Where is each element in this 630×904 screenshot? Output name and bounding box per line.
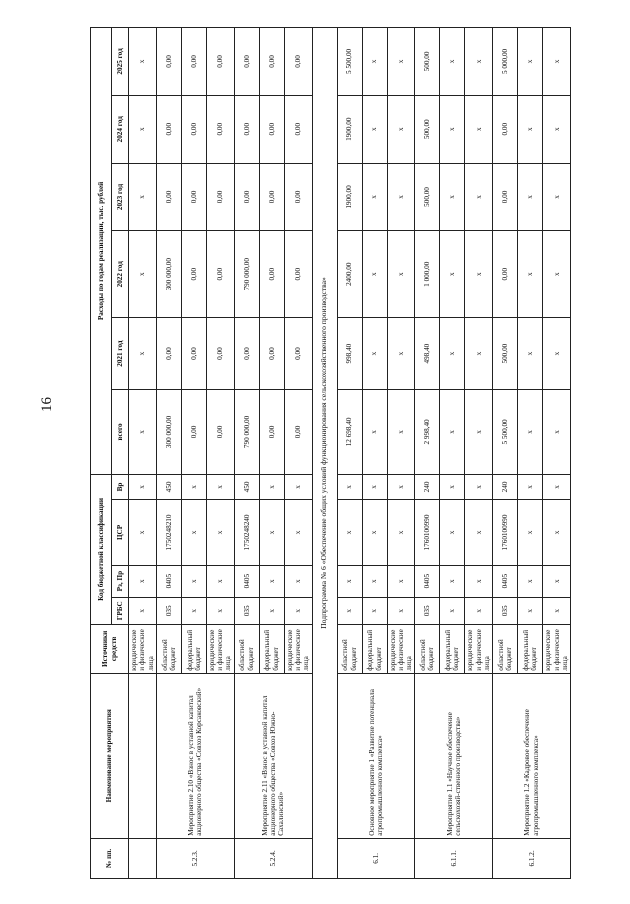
cell-rzpr: х	[337, 565, 362, 597]
cell-total: 2 998,40	[415, 390, 440, 475]
cell-2025: 5 500,00	[337, 28, 362, 96]
cell-grbs: х	[337, 597, 362, 625]
cell-total: 0,00	[284, 390, 312, 475]
cell-rzpr: х	[387, 565, 415, 597]
cell-csr: х	[259, 500, 284, 566]
cell-2023: 0,00	[156, 163, 181, 231]
cell-2025: 5 000,00	[493, 28, 518, 96]
cell-csr: х	[518, 500, 543, 566]
cell-vr: х	[387, 474, 415, 499]
cell-source: юридические и физические лица	[206, 625, 234, 674]
cell-2024: х	[129, 95, 157, 163]
cell-rzpr: х	[440, 565, 465, 597]
cell-2021: х	[129, 318, 157, 390]
cell-total: 12 698,40	[337, 390, 362, 475]
cell-2023: х	[518, 163, 543, 231]
cell-vr: 240	[415, 474, 440, 499]
cell-2025: 500,00	[415, 28, 440, 96]
cell-2025: х	[362, 28, 387, 96]
cell-2023: х	[129, 163, 157, 231]
cell-total: 0,00	[259, 390, 284, 475]
cell-num: 5.2.4.	[234, 838, 312, 878]
cell-vr: х	[440, 474, 465, 499]
cell-vr: х	[518, 474, 543, 499]
header-grbs: ГРБС	[112, 597, 129, 625]
cell-2024: 0,00	[206, 95, 234, 163]
cell-2023: 1900,00	[337, 163, 362, 231]
cell-csr: х	[362, 500, 387, 566]
cell-csr: х	[337, 500, 362, 566]
cell-rzpr: х	[129, 565, 157, 597]
cell-2025: х	[465, 28, 493, 96]
cell-vr: 240	[493, 474, 518, 499]
cell-2022: 2400,00	[337, 231, 362, 318]
cell-2023: 0,00	[493, 163, 518, 231]
cell-csr: 1750248240	[234, 500, 259, 566]
cell-2022: 300 000,00	[156, 231, 181, 318]
cell-2021: 998,40	[337, 318, 362, 390]
cell-2022: х	[387, 231, 415, 318]
cell-2021: 500,00	[493, 318, 518, 390]
cell-grbs: 035	[493, 597, 518, 625]
cell-2023: 0,00	[284, 163, 312, 231]
table-row	[415, 28, 440, 879]
cell-vr: 450	[156, 474, 181, 499]
cell-total: х	[518, 390, 543, 475]
cell-grbs: х	[543, 597, 571, 625]
cell-2024: 0,00	[259, 95, 284, 163]
cell-name: Мероприятие 2.10 «Взнос в уставной капитал акционерного общества «Совхоз Корсаковский»	[156, 673, 234, 838]
header-2022: 2022 год	[112, 231, 129, 318]
cell-total: х	[543, 390, 571, 475]
cell-2022: х	[440, 231, 465, 318]
cell-source: федеральный бюджет	[440, 625, 465, 674]
cell-2024: 0,00	[234, 95, 259, 163]
cell-2023: 0,00	[259, 163, 284, 231]
cell-2024: 1900,00	[337, 95, 362, 163]
cell-2022: 1 000,00	[415, 231, 440, 318]
cell-source: областной бюджет	[156, 625, 181, 674]
cell-vr: х	[337, 474, 362, 499]
cell-2025: х	[440, 28, 465, 96]
cell-rzpr: 0405	[493, 565, 518, 597]
cell-num: 6.1.2.	[493, 838, 571, 878]
cell-2024: х	[387, 95, 415, 163]
cell-2021: х	[465, 318, 493, 390]
page-number: 16	[39, 397, 55, 412]
cell-2023: 500,00	[415, 163, 440, 231]
cell-vr: 450	[234, 474, 259, 499]
cell-2023: х	[465, 163, 493, 231]
cell-source: областной бюджет	[337, 625, 362, 674]
cell-2022: х	[362, 231, 387, 318]
cell-rzpr: х	[543, 565, 571, 597]
cell-2021: х	[362, 318, 387, 390]
cell-2022: 790 000,00	[234, 231, 259, 318]
cell-total: 790 000,00	[234, 390, 259, 475]
cell-2024: 0,00	[181, 95, 206, 163]
cell-total: х	[465, 390, 493, 475]
cell-total: х	[387, 390, 415, 475]
cell-source: юридические и физические лица	[465, 625, 493, 674]
cell-name: Мероприятие 2.11 «Взнос в уставной капитал акционерного общества «Совхоз Южно-Сахалинский»	[234, 673, 312, 838]
cell-2023: х	[543, 163, 571, 231]
cell-source: федеральный бюджет	[259, 625, 284, 674]
cell-2025: 0,00	[234, 28, 259, 96]
cell-2024: 500,00	[415, 95, 440, 163]
cell-2023: 0,00	[181, 163, 206, 231]
cell-2022: 0,00	[493, 231, 518, 318]
cell-grbs: 035	[234, 597, 259, 625]
cell-vr: х	[129, 474, 157, 499]
cell-vr: х	[181, 474, 206, 499]
cell-2025: х	[518, 28, 543, 96]
cell-grbs: х	[465, 597, 493, 625]
cell-vr: х	[259, 474, 284, 499]
cell-2023: х	[387, 163, 415, 231]
cell-source: областной бюджет	[234, 625, 259, 674]
cell-csr: х	[284, 500, 312, 566]
header-2021: 2021 год	[112, 318, 129, 390]
cell-rzpr: х	[181, 565, 206, 597]
cell-total: х	[129, 390, 157, 475]
cell-source: юридические и физические лица	[543, 625, 571, 674]
subprogram-row	[312, 28, 337, 879]
cell-2025: 0,00	[206, 28, 234, 96]
cell-2025: х	[129, 28, 157, 96]
cell-2022: х	[129, 231, 157, 318]
budget-table	[90, 27, 571, 879]
cell-2021: 0,00	[234, 318, 259, 390]
table-row	[129, 28, 157, 879]
cell-2024: х	[518, 95, 543, 163]
cell-2024: х	[362, 95, 387, 163]
cell-rzpr: 0405	[156, 565, 181, 597]
cell-total: 0,00	[206, 390, 234, 475]
cell-rzpr: 0405	[234, 565, 259, 597]
header-csr: ЦСР	[112, 500, 129, 566]
subprogram-title: Подпрограмма № 6 «Обеспечение общих условий функционирования сельскохозяйственного производства»	[312, 28, 337, 879]
cell-2021: 0,00	[181, 318, 206, 390]
cell-num	[129, 838, 157, 878]
cell-rzpr: х	[518, 565, 543, 597]
cell-2022: 0,00	[259, 231, 284, 318]
cell-2025: 0,00	[284, 28, 312, 96]
cell-vr: х	[206, 474, 234, 499]
cell-csr: х	[387, 500, 415, 566]
cell-rzpr: х	[362, 565, 387, 597]
cell-vr: х	[284, 474, 312, 499]
cell-grbs: 035	[415, 597, 440, 625]
cell-grbs: 035	[156, 597, 181, 625]
cell-2022: х	[465, 231, 493, 318]
header-expense-group: Расходы по годам реализации, тыс. рублей	[91, 28, 112, 475]
cell-2023: 0,00	[234, 163, 259, 231]
cell-rzpr: х	[206, 565, 234, 597]
cell-csr: х	[543, 500, 571, 566]
cell-rzpr: х	[465, 565, 493, 597]
cell-2021: 0,00	[284, 318, 312, 390]
cell-2022: 0,00	[181, 231, 206, 318]
cell-2021: х	[543, 318, 571, 390]
header-vr: Вр	[112, 474, 129, 499]
cell-2025: 0,00	[259, 28, 284, 96]
rotated-content	[90, 27, 580, 879]
cell-2024: х	[465, 95, 493, 163]
cell-2021: х	[518, 318, 543, 390]
cell-2024: 0,00	[156, 95, 181, 163]
cell-csr: х	[206, 500, 234, 566]
header-code-group: Код бюджетной классификации	[91, 474, 112, 624]
header-name: Наименование мероприятия	[91, 673, 129, 838]
cell-num: 5.2.3.	[156, 838, 234, 878]
cell-source: юридические и физические лица	[387, 625, 415, 674]
cell-2022: 0,00	[206, 231, 234, 318]
cell-total: х	[362, 390, 387, 475]
cell-csr: 1760100990	[415, 500, 440, 566]
cell-2021: 0,00	[206, 318, 234, 390]
cell-2022: 0,00	[284, 231, 312, 318]
header-2023: 2023 год	[112, 163, 129, 231]
cell-rzpr: х	[259, 565, 284, 597]
cell-grbs: х	[206, 597, 234, 625]
header-num: № пп.	[91, 838, 129, 878]
cell-grbs: х	[362, 597, 387, 625]
cell-csr: х	[181, 500, 206, 566]
header-total: всего	[112, 390, 129, 475]
cell-name: Основное мероприятие 1 «Развитие потенциала агропромышленного комплекса»	[337, 673, 415, 838]
cell-source: федеральный бюджет	[181, 625, 206, 674]
cell-name: Мероприятие 1.2 «Кадровое обеспечение агропромышленного комплекса»	[493, 673, 571, 838]
cell-vr: х	[362, 474, 387, 499]
cell-num: 6.1.1.	[415, 838, 493, 878]
cell-vr: х	[543, 474, 571, 499]
header-rzpr: Рз, Пр	[112, 565, 129, 597]
cell-rzpr: 0405	[415, 565, 440, 597]
cell-grbs: х	[259, 597, 284, 625]
cell-2025: 0,00	[181, 28, 206, 96]
cell-name: Мероприятие 1.1 «Научное обеспечение сельскохозяй-ственного производства»	[415, 673, 493, 838]
cell-2023: 0,00	[206, 163, 234, 231]
cell-2024: 0,00	[493, 95, 518, 163]
cell-total: х	[440, 390, 465, 475]
cell-2021: х	[387, 318, 415, 390]
cell-csr: х	[440, 500, 465, 566]
header-source: Источники средств	[91, 625, 129, 674]
cell-total: 300 000,00	[156, 390, 181, 475]
cell-2021: 0,00	[156, 318, 181, 390]
table-row	[156, 28, 181, 879]
cell-2024: х	[440, 95, 465, 163]
cell-num: 6.1.	[337, 838, 415, 878]
table-frame	[90, 27, 580, 879]
cell-2025: 0,00	[156, 28, 181, 96]
cell-grbs: х	[284, 597, 312, 625]
cell-csr: х	[465, 500, 493, 566]
cell-grbs: х	[129, 597, 157, 625]
cell-source: юридические и физические лица	[284, 625, 312, 674]
cell-source: федеральный бюджет	[518, 625, 543, 674]
cell-2021: х	[440, 318, 465, 390]
cell-source: федеральный бюджет	[362, 625, 387, 674]
cell-grbs: х	[440, 597, 465, 625]
cell-2024: 0,00	[284, 95, 312, 163]
cell-2021: 498,40	[415, 318, 440, 390]
table-row	[493, 28, 518, 879]
cell-grbs: х	[518, 597, 543, 625]
table-row	[337, 28, 362, 879]
cell-source: областной бюджет	[415, 625, 440, 674]
cell-2023: х	[362, 163, 387, 231]
cell-name	[129, 673, 157, 838]
cell-csr: х	[129, 500, 157, 566]
header-2025: 2025 год	[112, 28, 129, 96]
cell-2023: х	[440, 163, 465, 231]
cell-grbs: х	[181, 597, 206, 625]
cell-source: юридические и физические лица	[129, 625, 157, 674]
cell-total: 0,00	[181, 390, 206, 475]
cell-2025: х	[387, 28, 415, 96]
cell-rzpr: х	[284, 565, 312, 597]
header-2024: 2024 год	[112, 95, 129, 163]
cell-total: 5 500,00	[493, 390, 518, 475]
cell-2022: х	[518, 231, 543, 318]
cell-source: областной бюджет	[493, 625, 518, 674]
cell-2021: 0,00	[259, 318, 284, 390]
cell-grbs: х	[387, 597, 415, 625]
table-row	[234, 28, 259, 879]
cell-2025: х	[543, 28, 571, 96]
cell-vr: х	[465, 474, 493, 499]
cell-csr: 1750248210	[156, 500, 181, 566]
cell-csr: 1760100990	[493, 500, 518, 566]
cell-2022: х	[543, 231, 571, 318]
cell-2024: х	[543, 95, 571, 163]
